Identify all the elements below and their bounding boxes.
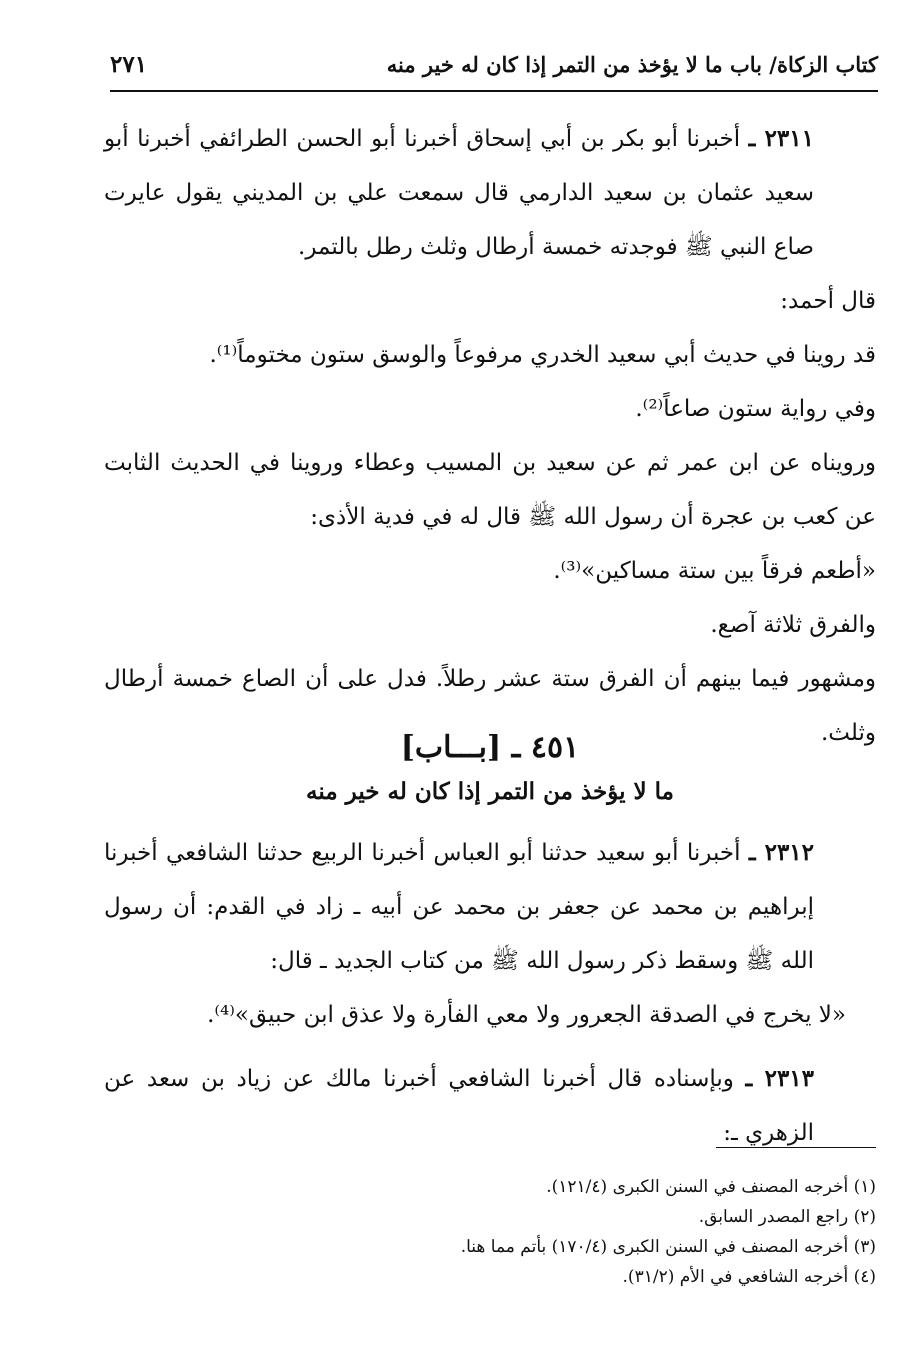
footnote-1: (١) أخرجه المصنف في السنن الكبرى (١٢١/٤). (546, 1177, 876, 1197)
chapter-subtitle: ما لا يؤخذ من التمر إذا كان له خير منه (306, 778, 674, 805)
paragraph: ورويناه عن ابن عمر ثم عن سعيد بن المسيب وعطاء وروينا في الحديث الثابت عن كعب بن عجرة أن رسول الله ﷺ قال له في فدية الأذى: (104, 450, 876, 530)
hadith-2312 (104, 826, 876, 988)
paragraph: قد روينا في حديث أبي سعيد الخدري مرفوعاً والوسق ستون مختوماً⁽¹⁾. (209, 342, 876, 368)
chapter-heading (104, 724, 876, 812)
hadith-number: ٢٣١١ ـ (748, 125, 814, 152)
paragraph: والفرق ثلاثة آصع. (710, 612, 876, 638)
footnote-2: (٢) راجع المصدر السابق. (698, 1207, 876, 1227)
main-text-top (104, 112, 876, 760)
page-number: ٢٧١ (110, 50, 148, 78)
footnote-3: (٣) أخرجه المصنف في السنن الكبرى (١٧٠/٤) بأتم مما هنا. (460, 1237, 876, 1257)
quote: «أطعم فرقاً بين ستة مساكين»⁽³⁾. (553, 558, 876, 584)
header-title: كتاب الزكاة/ باب ما لا يؤخذ من التمر إذا كان له خير منه (386, 51, 878, 77)
footnotes (104, 1172, 876, 1292)
hadith-number: ٢٣١٣ ـ (745, 1065, 815, 1092)
hadith-text: أخبرنا أبو سعيد حدثنا أبو العباس أخبرنا الربيع حدثنا الشافعي أخبرنا إبراهيم بن محمد عن جعفر بن محمد عن أبيه ـ زاد في القدم: أن رسول الله ﷺ وسقط ذكر رسول الله ﷺ من كتاب الجديد ـ قال: (104, 840, 814, 974)
hadith-number: ٢٣١٢ ـ (748, 839, 815, 866)
running-header (110, 38, 878, 92)
quote: «لا يخرج في الصدقة الجعرور ولا معي الفأرة ولا عذق ابن حبيق»⁽⁴⁾. (207, 1002, 846, 1028)
hadith-text: وبإسناده قال أخبرنا الشافعي أخبرنا مالك عن زياد بن سعد عن الزهري ـ: (104, 1066, 814, 1146)
paragraph: ومشهور فيما بينهم أن الفرق ستة عشر رطلاً. فدل على أن الصاع خمسة أرطال وثلث. (104, 666, 876, 746)
hadith-text: أخبرنا أبو بكر بن أبي إسحاق أخبرنا أبو الحسن الطرائفي أخبرنا أبو سعيد عثمان بن سعيد الدارمي قال سمعت علي بن المديني يقول عايرت صاع النبي ﷺ فوجدته خمسة أرطال وثلث رطل بالتمر. (104, 126, 814, 260)
hadith-2313 (104, 1052, 876, 1160)
footnote-4: (٤) أخرجه الشافعي في الأم (٣١/٢). (622, 1267, 876, 1287)
main-text-bottom (104, 826, 876, 1160)
footnote-divider (716, 1147, 876, 1148)
chapter-number-title: ٤٥١ ـ [بـــاب] (400, 730, 580, 765)
paragraph: قال أحمد: (780, 288, 876, 314)
hadith-2311 (104, 112, 876, 274)
paragraph: وفي رواية ستون صاعاً⁽²⁾. (635, 396, 876, 422)
